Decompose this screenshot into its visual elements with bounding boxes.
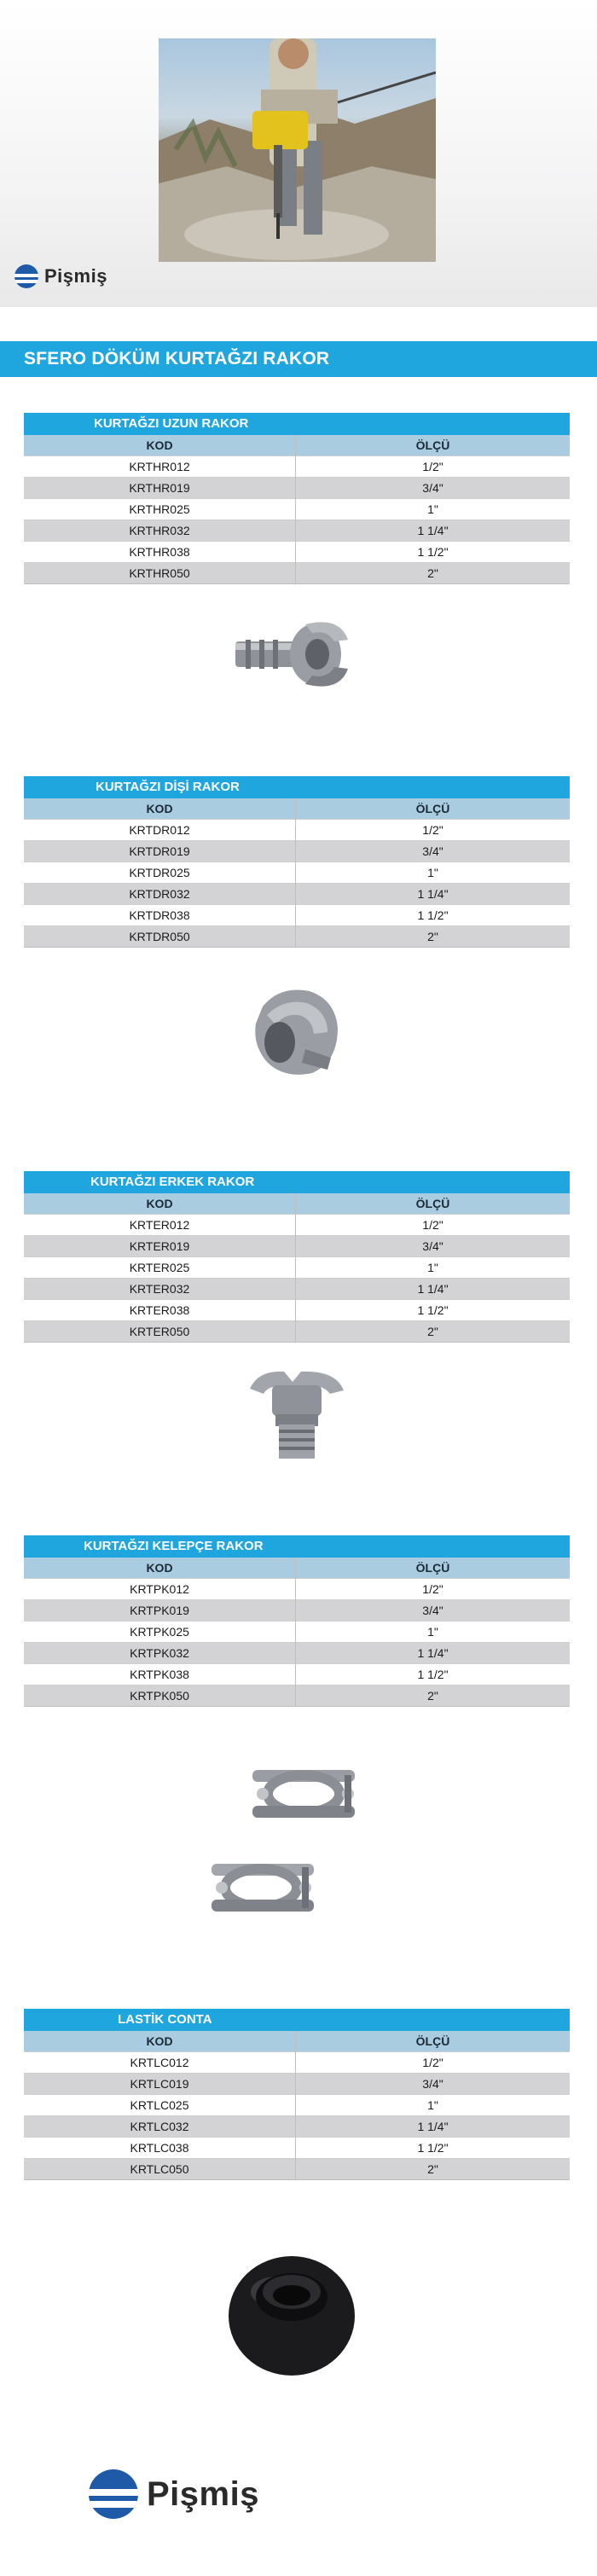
table-header-row [24, 1558, 570, 1579]
spec-table [24, 435, 570, 584]
product-image-hose-tail-coupling [229, 614, 356, 699]
table-row [24, 542, 570, 563]
hero-section [0, 0, 597, 307]
cell-olcu: 1" [296, 1622, 571, 1643]
cell-olcu: 1 1/2" [296, 1300, 571, 1321]
cell-olcu: 1" [296, 499, 571, 520]
cell-kod: KRTLC050 [24, 2159, 296, 2180]
brand-logo-mark-icon [14, 264, 38, 288]
table-row [24, 1236, 570, 1257]
col-header-kod: KOD [24, 2031, 296, 2052]
cell-kod: KRTER012 [24, 1215, 296, 1236]
brand-name-footer: Pişmiş [147, 2474, 259, 2513]
cell-kod: KRTPK019 [24, 1600, 296, 1622]
cell-kod: KRTHR025 [24, 499, 296, 520]
cell-olcu: 3/4" [296, 478, 571, 499]
cell-olcu: 3/4" [296, 1236, 571, 1257]
cell-olcu: 2" [296, 1685, 571, 1707]
cell-kod: KRTDR012 [24, 820, 296, 841]
cell-olcu: 1 1/2" [296, 2138, 571, 2159]
cell-kod: KRTHR032 [24, 520, 296, 542]
table-row [24, 1300, 570, 1321]
table-row [24, 884, 570, 905]
col-header-olcu: ÖLÇÜ [296, 2031, 571, 2052]
cell-kod: KRTLC025 [24, 2095, 296, 2116]
table-row [24, 1215, 570, 1236]
brand-logo-bottom [89, 2469, 259, 2519]
table-row [24, 1600, 570, 1622]
cell-olcu: 1" [296, 862, 571, 884]
table-row [24, 905, 570, 926]
cell-olcu: 2" [296, 563, 571, 584]
cell-kod: KRTPK050 [24, 1685, 296, 1707]
cell-olcu: 1/2" [296, 456, 571, 478]
cell-kod: KRTDR038 [24, 905, 296, 926]
hero-photo-jackhammer-worker [159, 38, 436, 262]
cell-kod: KRTLC032 [24, 2116, 296, 2138]
col-header-olcu: ÖLÇÜ [296, 1558, 571, 1579]
product-image-rubber-seal [223, 2248, 360, 2384]
cell-olcu: 1/2" [296, 2052, 571, 2074]
table-row [24, 499, 570, 520]
product-title: KURTAĞZI ERKEK RAKOR [24, 1171, 570, 1193]
col-header-kod: KOD [24, 798, 296, 820]
table-row [24, 1664, 570, 1685]
product-title: KURTAĞZI UZUN RAKOR [24, 413, 570, 435]
cell-kod: KRTER050 [24, 1321, 296, 1343]
product-block-uzun-rakor [24, 413, 570, 584]
table-row [24, 1643, 570, 1664]
cell-kod: KRTPK025 [24, 1622, 296, 1643]
spec-table [24, 798, 570, 948]
cell-kod: KRTLC038 [24, 2138, 296, 2159]
table-row [24, 1579, 570, 1600]
table-header-row [24, 798, 570, 820]
cell-olcu: 1" [296, 1257, 571, 1279]
table-header-row [24, 1193, 570, 1215]
product-block-kelepce-rakor [24, 1535, 570, 1707]
table-row [24, 1685, 570, 1707]
cell-olcu: 3/4" [296, 1600, 571, 1622]
cell-olcu: 1 1/4" [296, 1279, 571, 1300]
table-row [24, 2052, 570, 2074]
table-row [24, 478, 570, 499]
product-title: LASTİK CONTA [24, 2009, 570, 2031]
cell-kod: KRTPK012 [24, 1579, 296, 1600]
section-banner [0, 341, 597, 377]
product-image-male-coupling [241, 1363, 352, 1470]
spec-table [24, 2031, 570, 2180]
table-row [24, 2159, 570, 2180]
col-header-kod: KOD [24, 1558, 296, 1579]
cell-kod: KRTLC012 [24, 2052, 296, 2074]
table-row [24, 1321, 570, 1343]
product-block-disi-rakor [24, 776, 570, 948]
product-title: KURTAĞZI KELEPÇE RAKOR [24, 1535, 570, 1558]
table-row [24, 1257, 570, 1279]
table-row [24, 2074, 570, 2095]
cell-olcu: 2" [296, 2159, 571, 2180]
table-row [24, 926, 570, 948]
col-header-kod: KOD [24, 435, 296, 456]
table-row [24, 520, 570, 542]
spec-table [24, 1558, 570, 1707]
table-row [24, 2138, 570, 2159]
cell-kod: KRTER038 [24, 1300, 296, 1321]
cell-olcu: 1 1/2" [296, 1664, 571, 1685]
product-image-clamps [203, 1761, 382, 1936]
table-row [24, 820, 570, 841]
brand-logo-mark-icon [89, 2469, 138, 2519]
cell-kod: KRTDR050 [24, 926, 296, 948]
cell-olcu: 1 1/4" [296, 2116, 571, 2138]
cell-olcu: 3/4" [296, 841, 571, 862]
cell-olcu: 1/2" [296, 1579, 571, 1600]
cell-kod: KRTDR025 [24, 862, 296, 884]
table-header-row [24, 435, 570, 456]
cell-kod: KRTDR032 [24, 884, 296, 905]
col-header-olcu: ÖLÇÜ [296, 1193, 571, 1215]
table-row [24, 2095, 570, 2116]
cell-olcu: 1/2" [296, 1215, 571, 1236]
table-header-row [24, 2031, 570, 2052]
cell-olcu: 3/4" [296, 2074, 571, 2095]
col-header-olcu: ÖLÇÜ [296, 435, 571, 456]
brand-name: Pişmiş [44, 265, 107, 287]
cell-olcu: 1 1/4" [296, 1643, 571, 1664]
product-block-lastik-conta [24, 2009, 570, 2180]
cell-olcu: 2" [296, 1321, 571, 1343]
cell-kod: KRTHR038 [24, 542, 296, 563]
cell-olcu: 1" [296, 2095, 571, 2116]
table-row [24, 841, 570, 862]
product-image-female-coupling [246, 981, 348, 1088]
cell-kod: KRTER032 [24, 1279, 296, 1300]
cell-kod: KRTHR012 [24, 456, 296, 478]
cell-olcu: 2" [296, 926, 571, 948]
cell-kod: KRTPK038 [24, 1664, 296, 1685]
cell-kod: KRTER019 [24, 1236, 296, 1257]
cell-olcu: 1 1/4" [296, 884, 571, 905]
section-title: SFERO DÖKÜM KURTAĞZI RAKOR [24, 349, 330, 368]
cell-olcu: 1 1/2" [296, 542, 571, 563]
cell-olcu: 1 1/2" [296, 905, 571, 926]
cell-kod: KRTLC019 [24, 2074, 296, 2095]
spec-table [24, 1193, 570, 1343]
cell-kod: KRTHR050 [24, 563, 296, 584]
col-header-kod: KOD [24, 1193, 296, 1215]
cell-kod: KRTHR019 [24, 478, 296, 499]
cell-olcu: 1 1/4" [296, 520, 571, 542]
col-header-olcu: ÖLÇÜ [296, 798, 571, 820]
table-row [24, 563, 570, 584]
table-row [24, 862, 570, 884]
product-block-erkek-rakor [24, 1171, 570, 1343]
brand-logo-top [14, 264, 107, 288]
table-row [24, 456, 570, 478]
cell-kod: KRTER025 [24, 1257, 296, 1279]
table-row [24, 1279, 570, 1300]
cell-kod: KRTDR019 [24, 841, 296, 862]
cell-kod: KRTPK032 [24, 1643, 296, 1664]
table-row [24, 1622, 570, 1643]
cell-olcu: 1/2" [296, 820, 571, 841]
table-row [24, 2116, 570, 2138]
product-title: KURTAĞZI DİŞİ RAKOR [24, 776, 570, 798]
